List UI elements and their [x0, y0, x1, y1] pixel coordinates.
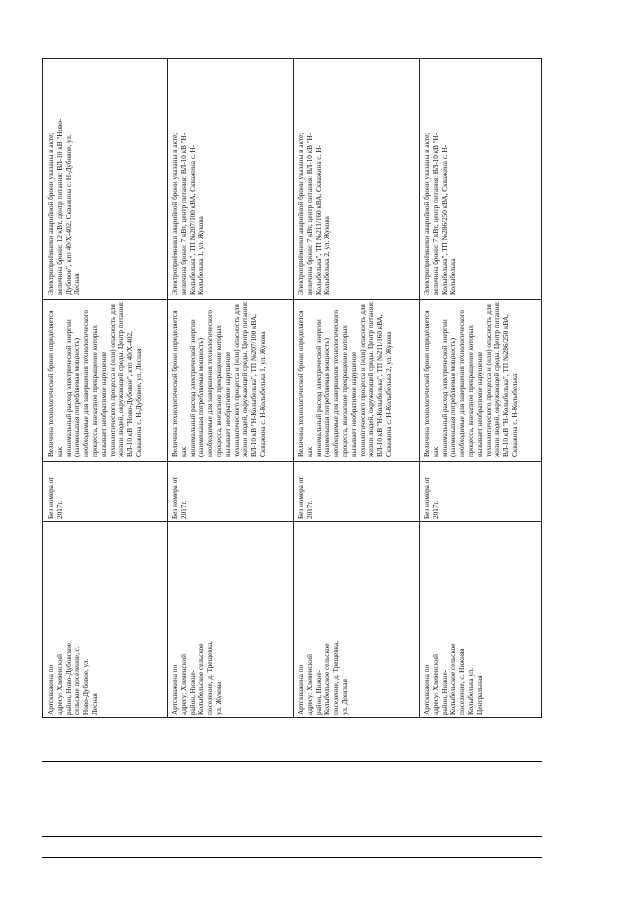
object-address-text: Артскважина по адресу: Хлевенский район, Нижне- Колыбельское сельское поселение, с. Нижняя Колыбелька ул. Центральная: [423, 643, 484, 715]
emergency-reserve-text: Электроприёмники аварийной брони указаны в акте; величина брони: 7 кВт, центр питания: ВЛ-10 кВ "Н- Колыбелька", ТП №207/100 кВА, Скважина с. Н- Колыбелька 1, ул. Жукова: [171, 132, 206, 295]
act-number-text: Без номера от 2017г.: [297, 476, 314, 519]
object-address-cell: [293, 521, 419, 719]
object-address-text: Артскважина по адресу: Хлевенский район, Нижне- Колыбельское сельское поселение, д. Трещевка, ул. Жукова: [171, 641, 223, 715]
object-address-text: Артскважина по адресу: Хлевенский район, Ново-Дубовское сельское поселение, с. Ново-Дубовое, ул. Лесная: [47, 643, 99, 715]
tech-reserve-text: Величина технологической брони определяется как минимальный расход электрической энергии (наименьшая потребляемая мощность) необходимые для завершения технологического процесса, внезапное прекращение которых вызывает необратимое нарушение технологического процесса и (или) опасность для жизни людей, окружающей среды. Центр питания: ВЛ-10 кВ "Н-Колыбелька", ТП №207/100 кВА, Скважина с. Н-Колыбелька 1, ул. Жукова: [171, 301, 267, 457]
data-table: [42, 58, 542, 718]
object-address-cell: [43, 521, 167, 719]
emergency-reserve-cell: [167, 59, 293, 299]
emergency-reserve-text: Электроприёмники аварийной брони указаны в акте; величина брони: 7 кВт, центр питания: ВЛ-10 кВ "Н- Колыбелька", ТП №211/160 кВА, Скважина с. Н- Колыбелька 2, ул. Жукова: [297, 132, 332, 295]
emergency-reserve-cell: [419, 59, 543, 299]
emergency-reserve-text: Электроприёмники аварийной брони указаны в акте; величина брони: 7 кВт, центр питания: ВЛ-10 кВ "Н- Колыбелька", ТП №286/250 кВА, Скважина с. Н- Колыбелька: [423, 132, 458, 295]
tech-reserve-cell: [167, 299, 293, 461]
emergency-reserve-text: Электроприёмники аварийной брони указаны в акте; величина брони: 12 кВт, центр питания: ВЛ-10 кВ "Ново- Дубовое", ктп 40/Х-402, Скважина с. Н-Дубовое, ул. Лесная: [47, 118, 82, 295]
emergency-reserve-cell: [43, 59, 167, 299]
emergency-reserve-cell: [293, 59, 419, 299]
object-address-cell: [419, 521, 543, 719]
object-address-cell: [167, 521, 293, 719]
horizontal-rule: [42, 857, 542, 858]
act-number-text: Без номера от 2017г.: [171, 476, 188, 519]
tech-reserve-text: Величина технологической брони определяется как минимальный расход электрической энергии (наименьшая потребляемая мощность) необходимые для завершения технологического процесса, внезапное прекращение которых вызывает необратимое нарушение технологического процесса и (или) опасность для жизни людей, окружающей среды. Центр питания: ВЛ-10 кВ "Ново-Дубовое", ктп 40/Х-402, Скважина с. Н-Дубовое, ул. Лесная: [47, 301, 143, 457]
horizontal-rule: [42, 761, 542, 762]
tech-reserve-cell: [419, 299, 543, 461]
horizontal-rule: [42, 836, 542, 837]
act-number-text: Без номера от 2017г.: [423, 476, 440, 519]
object-address-text: Артскважина по адресу: Хлевенский район, Нижне- Колыбельское сельское поселение, д. Трещевка, ул. Донская: [297, 641, 349, 715]
act-number-cell: [43, 461, 167, 521]
tech-reserve-text: Величина технологической брони определяется как минимальный расход электрической энергии (наименьшая потребляемая мощность) необходимые для завершения технологического процесса, внезапное прекращение которых вызывает необратимое нарушение технологического процесса и (или) опасность для жизни людей, окружающей среды. Центр питания: ВЛ-10 кВ "Н-Колыбелька", ТП №286/250 кВА, Скважина с. Н-Колыбелька: [423, 301, 519, 457]
act-number-cell: [419, 461, 543, 521]
tech-reserve-text: Величина технологической брони определяется как минимальный расход электрической энергии (наименьшая потребляемая мощность) необходимые для завершения технологического процесса, внезапное прекращение которых вызывает необратимое нарушение технологического процесса и (или) опасность для жизни людей, окружающей среды. Центр питания: ВЛ-10 кВ "Н-Колыбелька", ТП №211/160 кВА, Скважина с. Н-Колыбелька 2, ул. Жукова: [297, 301, 393, 457]
tech-reserve-cell: [43, 299, 167, 461]
tech-reserve-cell: [293, 299, 419, 461]
act-number-text: Без номера от 2017г.: [47, 476, 64, 519]
act-number-cell: [293, 461, 419, 521]
act-number-cell: [167, 461, 293, 521]
